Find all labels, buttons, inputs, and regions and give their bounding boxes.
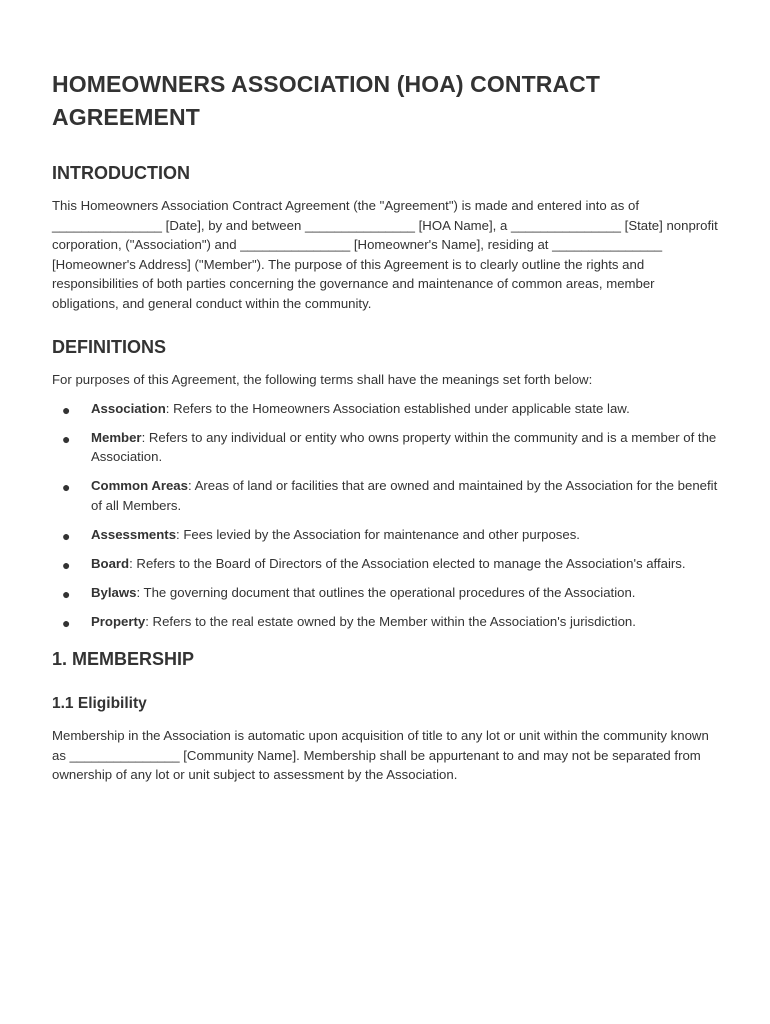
definition-item-assessments <box>52 525 718 545</box>
definition-item-property <box>52 612 718 632</box>
definition-description: : Refers to the Homeowners Association established under applicable state law. <box>165 400 630 416</box>
definition-description: : Refers to the Board of Directors of the Association elected to manage the Association's affairs. <box>129 555 686 571</box>
definition-description: : Areas of land or facilities that are owned and maintained by the Association for the benefit of all Members. <box>91 478 718 513</box>
definition-term: Property <box>91 613 146 629</box>
document-title: HOMEOWNERS ASSOCIATION (HOA) CONTRACT AGREEMENT <box>52 71 601 130</box>
definition-term: Member <box>91 429 142 445</box>
bullet-icon: ● <box>62 479 71 495</box>
definition-term: Common Areas <box>91 478 188 493</box>
introduction-heading: INTRODUCTION <box>52 163 190 183</box>
definition-item-board <box>52 554 718 574</box>
definition-term: Association <box>91 400 166 416</box>
definition-item-bylaws <box>52 583 718 603</box>
eligibility-paragraph: Membership in the Association is automatic upon acquisition of title to any lot or unit within the community known as _______________ [Community Name]. Membership shall be appurtenant to and may not be separated from ownership of any lot or unit subject to assessment by the Association. <box>52 728 709 782</box>
definitions-intro: For purposes of this Agreement, the following terms shall have the meanings set forth below: <box>52 372 593 387</box>
definition-description: : Refers to the real estate owned by the Member within the Association's jurisdiction. <box>145 613 636 629</box>
definition-item-association <box>52 399 718 419</box>
definition-description: : The governing document that outlines the operational procedures of the Association. <box>136 584 636 600</box>
introduction-paragraph: This Homeowners Association Contract Agreement (the "Agreement") is made and entered into as of _______________ [Date], by and between _______________ [HOA Name], a _______________ [State] nonprofit corporation, ("Association") and _______________ [Homeowner's Name], residing at _______________ [Homeowner's Address] ("Member"). The purpose of this Agreement is to clearly outline the rights and responsibilities of both parties concerning the governance and maintenance of common areas, member obligations, and general conduct within the community. <box>52 198 718 311</box>
bullet-icon: ● <box>62 430 71 447</box>
bullet-icon: ● <box>62 401 71 418</box>
membership-heading: 1. MEMBERSHIP <box>52 649 195 669</box>
definition-item-member <box>52 428 718 467</box>
bullet-icon: ● <box>62 585 71 602</box>
definition-item-common-areas <box>52 476 718 515</box>
bullet-icon: ● <box>62 527 71 544</box>
bullet-icon: ● <box>62 614 71 631</box>
definitions-heading: DEFINITIONS <box>52 337 167 357</box>
definition-term: Bylaws <box>91 584 137 600</box>
eligibility-heading: 1.1 Eligibility <box>52 695 147 712</box>
definitions-list <box>52 399 718 632</box>
definition-description: : Refers to any individual or entity who owns property within the community and is a member of the Association. <box>91 429 717 464</box>
definition-term: Board <box>91 555 130 571</box>
definition-description: : Fees levied by the Association for maintenance and other purposes. <box>176 526 580 542</box>
definition-term: Assessments <box>91 526 177 542</box>
bullet-icon: ● <box>62 556 71 573</box>
